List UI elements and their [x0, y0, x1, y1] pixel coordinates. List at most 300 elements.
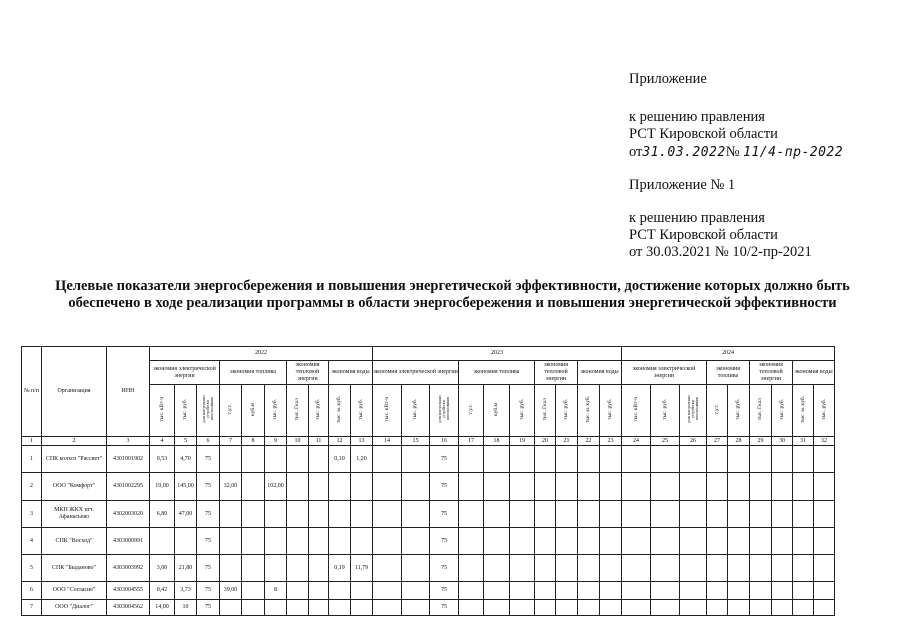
empty-cell — [750, 473, 772, 501]
empty-cell — [556, 555, 578, 582]
empty-cell — [402, 600, 430, 616]
empty-cell — [750, 582, 772, 600]
empty-cell — [309, 600, 329, 616]
value-cell — [265, 528, 287, 555]
value-cell: 8 — [265, 582, 287, 600]
empty-cell — [651, 473, 680, 501]
unit-kwh: тыс. кВт·ч — [383, 396, 390, 422]
empty-cell — [814, 473, 835, 501]
value-cell: 75 — [430, 582, 459, 600]
column-number: 18 — [484, 437, 510, 446]
empty-cell — [459, 528, 484, 555]
value-cell — [329, 473, 351, 501]
group-heat: экономия тепловой энергии — [535, 361, 578, 385]
value-cell — [220, 501, 242, 528]
empty-cell — [772, 555, 793, 582]
value-cell — [220, 555, 242, 582]
empty-cell — [535, 600, 556, 616]
table-row — [22, 473, 835, 501]
empty-cell — [600, 555, 622, 582]
column-number: 13 — [351, 437, 373, 446]
empty-cell — [578, 600, 600, 616]
empty-cell — [484, 473, 510, 501]
column-number: 10 — [287, 437, 309, 446]
value-cell: 75 — [430, 446, 459, 473]
org-cell: ООО "Диалог" — [42, 600, 107, 616]
value-cell — [351, 528, 373, 555]
empty-cell — [793, 582, 814, 600]
empty-cell — [287, 473, 309, 501]
empty-cell — [707, 446, 728, 473]
empty-cell — [578, 473, 600, 501]
empty-cell — [680, 446, 707, 473]
empty-cell — [309, 446, 329, 473]
empty-cell — [772, 446, 793, 473]
value-cell — [351, 582, 373, 600]
empty-cell — [793, 528, 814, 555]
column-number: 6 — [197, 437, 220, 446]
handwritten-date: 31.03.2022 — [642, 145, 726, 160]
column-number: 23 — [600, 437, 622, 446]
empty-cell — [556, 600, 578, 616]
appendix-number-sign: № — [725, 144, 740, 160]
row-number-cell: 5 — [22, 555, 42, 582]
value-cell — [329, 501, 351, 528]
unit-rub: тыс. руб. — [358, 398, 364, 420]
value-cell: 3,73 — [175, 582, 197, 600]
year-2022: 2022 — [150, 347, 373, 361]
row-number-cell: 6 — [22, 582, 42, 600]
empty-cell — [484, 528, 510, 555]
table-row — [22, 600, 835, 616]
value-cell: 0,10 — [329, 446, 351, 473]
value-cell: 6,80 — [150, 501, 175, 528]
empty-cell — [242, 528, 265, 555]
table-row — [22, 582, 835, 600]
empty-cell — [600, 473, 622, 501]
column-number: 7 — [220, 437, 242, 446]
column-number: 20 — [535, 437, 556, 446]
empty-cell — [309, 582, 329, 600]
column-number: 31 — [793, 437, 814, 446]
group-fuel: экономия топлива — [220, 361, 287, 385]
value-cell: 14,00 — [150, 600, 175, 616]
empty-cell — [793, 600, 814, 616]
empty-cell — [556, 582, 578, 600]
value-cell: 75 — [197, 528, 220, 555]
column-number: 22 — [578, 437, 600, 446]
empty-cell — [707, 473, 728, 501]
value-cell — [220, 446, 242, 473]
empty-cell — [287, 501, 309, 528]
unit-kwh: тыс. кВт·ч — [632, 396, 639, 422]
empty-cell — [535, 473, 556, 501]
value-cell: 3,00 — [150, 555, 175, 582]
empty-cell — [680, 473, 707, 501]
empty-cell — [510, 501, 535, 528]
empty-cell — [728, 501, 750, 528]
value-cell: 75 — [197, 600, 220, 616]
column-number: 15 — [402, 437, 430, 446]
col-org-header: Организация — [42, 347, 107, 437]
inn-cell: 4303000991 — [107, 528, 150, 555]
unit-rub: тыс. руб. — [735, 398, 741, 420]
value-cell — [329, 600, 351, 616]
empty-cell — [484, 501, 510, 528]
value-cell: 75 — [197, 473, 220, 501]
org-cell: ООО "Комфорт" — [42, 473, 107, 501]
empty-cell — [242, 501, 265, 528]
value-cell: 0,42 — [150, 582, 175, 600]
org-cell: СПК "Быданово" — [42, 555, 107, 582]
empty-cell — [242, 446, 265, 473]
table-row — [22, 501, 835, 528]
year-2023: 2023 — [373, 347, 622, 361]
group-heat: экономия тепловой энергии — [750, 361, 793, 385]
targets-table — [21, 346, 835, 616]
value-cell: 75 — [430, 528, 459, 555]
empty-cell — [707, 600, 728, 616]
column-number: 12 — [329, 437, 351, 446]
empty-cell — [309, 473, 329, 501]
value-cell — [265, 600, 287, 616]
value-cell — [175, 528, 197, 555]
unit-tut: т.у.т. — [467, 403, 474, 415]
empty-cell — [556, 446, 578, 473]
empty-cell — [556, 528, 578, 555]
column-number: 1 — [22, 437, 42, 446]
unit-water: тыс. м. куб. — [336, 395, 342, 423]
empty-cell — [793, 555, 814, 582]
org-cell: СПК "Восход" — [42, 528, 107, 555]
column-number: 32 — [814, 437, 835, 446]
column-number: 16 — [430, 437, 459, 446]
value-cell: 75 — [430, 600, 459, 616]
empty-cell — [680, 582, 707, 600]
empty-cell — [484, 582, 510, 600]
empty-cell — [556, 501, 578, 528]
empty-cell — [814, 446, 835, 473]
column-number: 17 — [459, 437, 484, 446]
empty-cell — [287, 528, 309, 555]
empty-cell — [459, 600, 484, 616]
empty-cell — [622, 528, 651, 555]
value-cell: 75 — [430, 501, 459, 528]
empty-cell — [402, 555, 430, 582]
value-cell — [265, 501, 287, 528]
col-inn-header: ИНН — [107, 347, 150, 437]
value-cell: 47,00 — [175, 501, 197, 528]
column-number: 24 — [622, 437, 651, 446]
inn-cell: 4301002295 — [107, 473, 150, 501]
unit-m3: куб.м — [493, 402, 499, 416]
unit-water: тыс. м. куб. — [585, 395, 591, 423]
column-number: 8 — [242, 437, 265, 446]
column-number: 29 — [750, 437, 772, 446]
value-cell — [351, 501, 373, 528]
empty-cell — [750, 446, 772, 473]
unit-share: доля контрольных устройств в использовании — [202, 395, 214, 423]
value-cell — [329, 582, 351, 600]
table-row — [22, 446, 835, 473]
empty-cell — [535, 528, 556, 555]
inn-cell: 4303004555 — [107, 582, 150, 600]
row-number-cell: 2 — [22, 473, 42, 501]
unit-tut: т.у.т. — [713, 403, 720, 415]
empty-cell — [309, 528, 329, 555]
empty-cell — [707, 528, 728, 555]
unit-water: тыс. м. куб. — [799, 395, 806, 423]
column-number: 25 — [651, 437, 680, 446]
value-cell — [265, 446, 287, 473]
group-electric: экономия электрической энергии — [150, 361, 220, 385]
empty-cell — [651, 446, 680, 473]
column-number: 14 — [373, 437, 402, 446]
empty-cell — [707, 582, 728, 600]
group-electric: экономия электрической энергии — [373, 361, 459, 385]
empty-cell — [242, 555, 265, 582]
empty-cell — [707, 555, 728, 582]
row-number-cell: 1 — [22, 446, 42, 473]
column-number: 2 — [42, 437, 107, 446]
appendix-date-prefix: от — [629, 144, 643, 160]
unit-rub: тыс. руб. — [182, 398, 188, 420]
group-water: экономия воды — [793, 361, 835, 385]
empty-cell — [578, 446, 600, 473]
column-number: 27 — [707, 437, 728, 446]
unit-rub: тыс. руб. — [272, 398, 278, 420]
empty-cell — [309, 555, 329, 582]
empty-cell — [814, 600, 835, 616]
empty-cell — [600, 446, 622, 473]
empty-cell — [600, 528, 622, 555]
group-fuel: экономия топлива — [459, 361, 535, 385]
value-cell — [329, 528, 351, 555]
column-number: 11 — [309, 437, 329, 446]
empty-cell — [510, 555, 535, 582]
empty-cell — [680, 501, 707, 528]
column-numbers-row — [22, 437, 835, 446]
empty-cell — [772, 528, 793, 555]
column-number: 9 — [265, 437, 287, 446]
empty-cell — [459, 446, 484, 473]
empty-cell — [373, 555, 402, 582]
appendix-line2: РСТ Кировской области — [629, 126, 778, 142]
empty-cell — [459, 582, 484, 600]
empty-cell — [484, 555, 510, 582]
empty-cell — [510, 582, 535, 600]
value-cell: 75 — [197, 501, 220, 528]
appendix-title: Приложение — [629, 71, 707, 87]
empty-cell — [728, 582, 750, 600]
empty-cell — [402, 473, 430, 501]
empty-cell — [651, 600, 680, 616]
empty-cell — [622, 473, 651, 501]
appendix-line1: к решению правления — [629, 109, 765, 125]
empty-cell — [242, 600, 265, 616]
row-number-cell: 7 — [22, 600, 42, 616]
empty-cell — [772, 600, 793, 616]
empty-cell — [287, 600, 309, 616]
empty-cell — [772, 501, 793, 528]
inn-cell: 4302003020 — [107, 501, 150, 528]
value-cell: 145,00 — [175, 473, 197, 501]
group-water: экономия воды — [329, 361, 373, 385]
unit-share: доля контрольных устройств в использовании — [438, 395, 450, 423]
unit-rub: тыс. руб. — [315, 398, 321, 420]
empty-cell — [680, 600, 707, 616]
appendix1-line3: от 30.03.2021 № 10/2-пр-2021 — [629, 244, 812, 260]
empty-cell — [510, 473, 535, 501]
empty-cell — [242, 473, 265, 501]
years-row — [22, 347, 835, 361]
empty-cell — [622, 501, 651, 528]
empty-cell — [814, 528, 835, 555]
empty-cell — [750, 528, 772, 555]
handwritten-number: 11/4-пр-2022 — [743, 145, 844, 160]
value-cell: 75 — [430, 555, 459, 582]
inn-cell: 4303003992 — [107, 555, 150, 582]
empty-cell — [600, 501, 622, 528]
value-cell — [220, 600, 242, 616]
empty-cell — [373, 501, 402, 528]
empty-cell — [728, 446, 750, 473]
empty-cell — [750, 501, 772, 528]
empty-cell — [402, 582, 430, 600]
empty-cell — [728, 528, 750, 555]
value-cell — [351, 600, 373, 616]
unit-share: доля контрольных устройств в использовании — [687, 395, 699, 423]
value-cell: 0,53 — [150, 446, 175, 473]
empty-cell — [373, 582, 402, 600]
document-title: Целевые показатели энергосбережения и повышения энергетической эффективности, достижение которых должно быть обеспечено в ходе реализации программы в области энергосбережения и повышения энергетической эффективности — [55, 278, 850, 311]
column-number: 28 — [728, 437, 750, 446]
empty-cell — [728, 555, 750, 582]
empty-cell — [287, 582, 309, 600]
value-cell: 1,20 — [351, 446, 373, 473]
empty-cell — [772, 582, 793, 600]
empty-cell — [535, 446, 556, 473]
value-cell: 11,79 — [351, 555, 373, 582]
unit-kwh: тыс. кВт·ч — [158, 396, 165, 422]
appendix1-title: Приложение № 1 — [629, 177, 736, 193]
org-cell: МКП ЖКХ пгт. Афанасьево — [42, 501, 107, 528]
column-number: 19 — [510, 437, 535, 446]
empty-cell — [750, 555, 772, 582]
table-body — [22, 446, 835, 616]
empty-cell — [309, 501, 329, 528]
column-number: 26 — [680, 437, 707, 446]
value-cell: 39,00 — [220, 582, 242, 600]
empty-cell — [510, 600, 535, 616]
value-cell: 4,70 — [175, 446, 197, 473]
group-fuel: экономия топлива — [707, 361, 750, 385]
value-cell — [150, 528, 175, 555]
empty-cell — [402, 501, 430, 528]
empty-cell — [373, 600, 402, 616]
value-cell: 0,19 — [329, 555, 351, 582]
col-number-header: № п/п — [22, 347, 42, 437]
empty-cell — [728, 473, 750, 501]
empty-cell — [535, 555, 556, 582]
empty-cell — [651, 528, 680, 555]
unit-tut: т.у.т. — [227, 403, 233, 415]
empty-cell — [622, 600, 651, 616]
table-row — [22, 555, 835, 582]
empty-cell — [772, 473, 793, 501]
inn-cell: 4303004562 — [107, 600, 150, 616]
unit-m3: куб.м — [249, 402, 256, 416]
empty-cell — [402, 528, 430, 555]
appendix1-line2: РСТ Кировской области — [629, 227, 778, 243]
empty-cell — [707, 501, 728, 528]
value-cell: 21,80 — [175, 555, 197, 582]
unit-gcal: тыс. Гкал — [294, 397, 300, 421]
value-cell: 75 — [430, 473, 459, 501]
empty-cell — [287, 446, 309, 473]
empty-cell — [622, 582, 651, 600]
empty-cell — [651, 501, 680, 528]
group-electric: экономия электрической энергии — [622, 361, 707, 385]
empty-cell — [578, 555, 600, 582]
empty-cell — [402, 446, 430, 473]
inn-cell: 4301001902 — [107, 446, 150, 473]
row-number-cell: 3 — [22, 501, 42, 528]
empty-cell — [622, 555, 651, 582]
empty-cell — [600, 600, 622, 616]
org-cell: ООО "Согласие" — [42, 582, 107, 600]
value-cell: 75 — [197, 446, 220, 473]
column-number: 4 — [150, 437, 175, 446]
empty-cell — [556, 473, 578, 501]
empty-cell — [510, 446, 535, 473]
empty-cell — [373, 528, 402, 555]
empty-cell — [793, 446, 814, 473]
empty-cell — [814, 555, 835, 582]
empty-cell — [578, 528, 600, 555]
empty-cell — [814, 582, 835, 600]
column-number: 5 — [175, 437, 197, 446]
empty-cell — [622, 446, 651, 473]
empty-cell — [680, 555, 707, 582]
group-water: экономия воды — [578, 361, 622, 385]
unit-rub: тыс. руб. — [518, 398, 525, 420]
column-number: 3 — [107, 437, 150, 446]
empty-cell — [459, 473, 484, 501]
unit-rub: тыс. руб. — [607, 398, 613, 420]
table-row — [22, 528, 835, 555]
empty-cell — [459, 555, 484, 582]
value-cell — [220, 528, 242, 555]
empty-cell — [600, 582, 622, 600]
unit-rub: тыс. руб. — [661, 398, 668, 420]
year-2024: 2024 — [622, 347, 835, 361]
unit-rub: тыс. руб. — [412, 398, 418, 420]
value-cell: 75 — [197, 582, 220, 600]
empty-cell — [242, 582, 265, 600]
value-cell: 102,00 — [265, 473, 287, 501]
empty-cell — [373, 446, 402, 473]
empty-cell — [484, 600, 510, 616]
empty-cell — [814, 501, 835, 528]
empty-cell — [651, 555, 680, 582]
group-heat: экономия тепловой энергии — [287, 361, 329, 385]
value-cell: 19,00 — [150, 473, 175, 501]
empty-cell — [728, 600, 750, 616]
empty-cell — [459, 501, 484, 528]
value-cell: 32,00 — [220, 473, 242, 501]
appendix-date-line — [629, 143, 843, 162]
